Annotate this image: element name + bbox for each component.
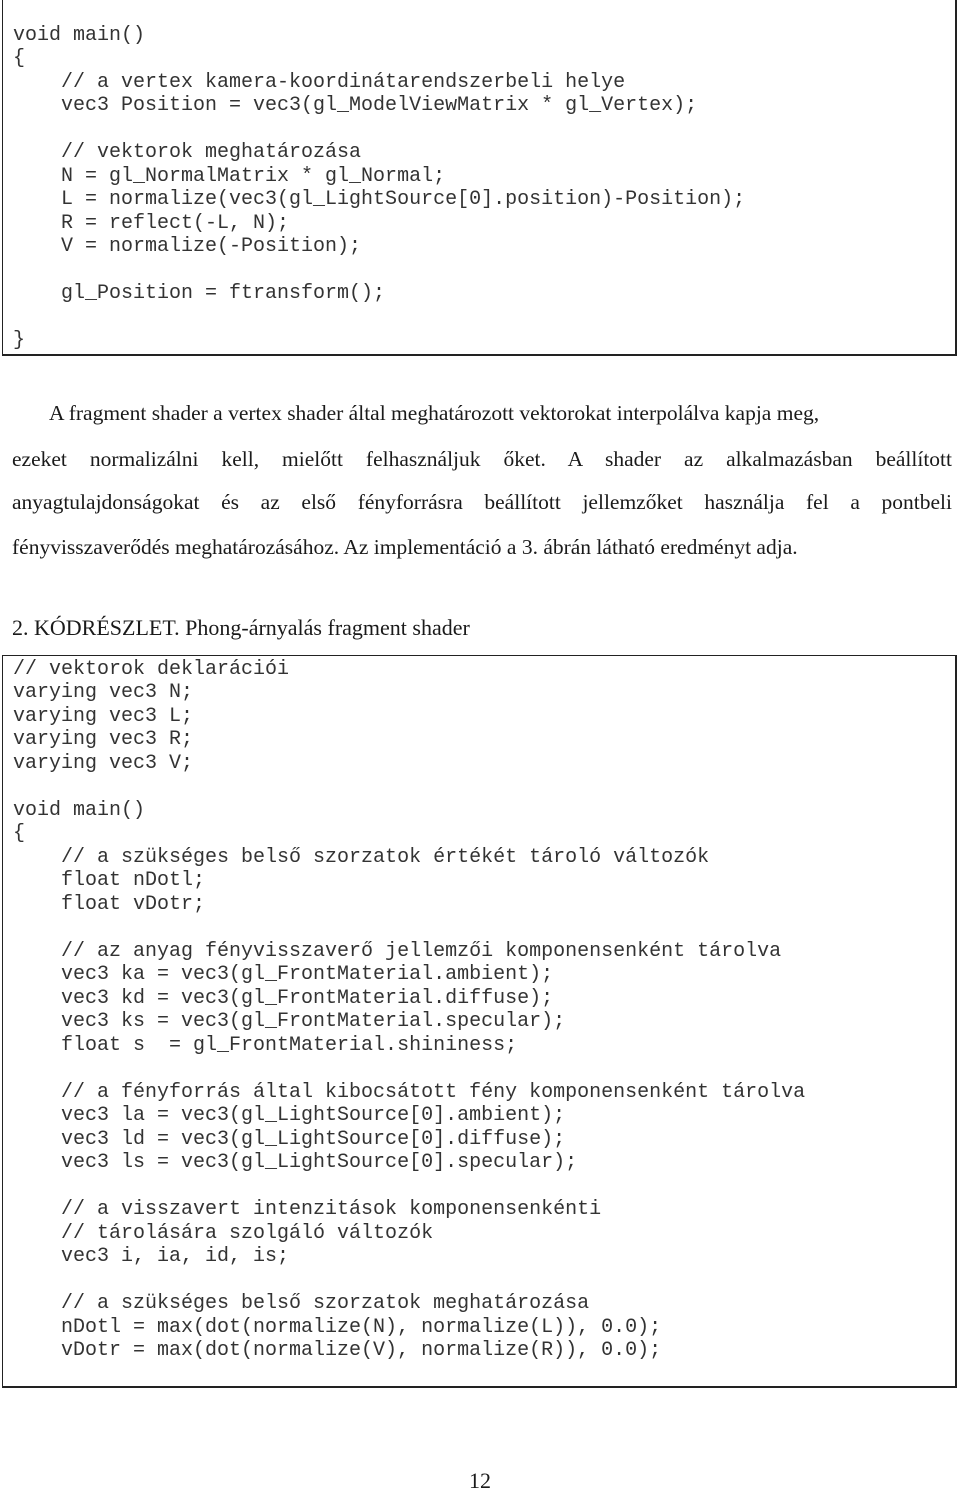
- code-line: // tárolására szolgáló változók: [13, 1222, 434, 1245]
- paragraph-line: A fragment shader a vertex shader által meghatározott vektorokat interpolálva kapja meg,: [49, 401, 820, 425]
- code-line: // vektorok meghatározása: [13, 141, 362, 164]
- paragraph-line: anyagtulajdonságokat és az első fényforrásra beállított jellemzőket használja fel a pontbeli: [12, 490, 952, 514]
- code-listing-vertex-shader: [2, 0, 957, 356]
- code-line: varying vec3 V;: [13, 752, 194, 775]
- code-line: // vektorok deklarációi: [13, 658, 290, 681]
- code-line: vec3 la = vec3(gl_LightSource[0].ambient);: [13, 1104, 566, 1127]
- code-line: }: [13, 329, 26, 352]
- code-line: float nDotl;: [13, 869, 206, 892]
- paragraph-line: fényvisszaverődés meghatározásához. Az implementáció a 3. ábrán látható eredményt adja.: [12, 535, 798, 559]
- code-line: void main(): [13, 799, 146, 822]
- code-line: // az anyag fényvisszaverő jellemzői komponensenként tárolva: [13, 940, 782, 963]
- code-line: vec3 ls = vec3(gl_LightSource[0].specular);: [13, 1151, 578, 1174]
- code-line: varying vec3 R;: [13, 728, 194, 751]
- code-line: // a szükséges belső szorzatok értékét tároló változók: [13, 846, 710, 869]
- code-line: varying vec3 L;: [13, 705, 194, 728]
- code-line: gl_Position = ftransform();: [13, 282, 386, 305]
- code-line: V = normalize(-Position);: [13, 235, 362, 258]
- code-line: // a szükséges belső szorzatok meghatározása: [13, 1292, 590, 1315]
- code-line: varying vec3 N;: [13, 681, 194, 704]
- page-number: 12: [469, 1468, 491, 1493]
- code-line: vec3 ks = vec3(gl_FrontMaterial.specular);: [13, 1010, 566, 1033]
- code-line: nDotl = max(dot(normalize(N), normalize(L)), 0.0);: [13, 1316, 662, 1339]
- code-line: R = reflect(-L, N);: [13, 212, 290, 235]
- code-line: vec3 ka = vec3(gl_FrontMaterial.ambient);: [13, 963, 554, 986]
- code-line: vDotr = max(dot(normalize(V), normalize(R)), 0.0);: [13, 1339, 662, 1362]
- code-line: // a fényforrás által kibocsátott fény komponensenként tárolva: [13, 1081, 806, 1104]
- code-line: vec3 Position = vec3(gl_ModelViewMatrix * gl_Vertex);: [13, 94, 698, 117]
- code-line: // a vertex kamera-koordinátarendszerbeli helye: [13, 71, 626, 94]
- code-listing-fragment-shader: [2, 655, 957, 1388]
- code-line: void main(): [13, 24, 146, 47]
- code-line: {: [13, 822, 26, 845]
- code-line: N = gl_NormalMatrix * gl_Normal;: [13, 165, 446, 188]
- code-line: L = normalize(vec3(gl_LightSource[0].position)-Position);: [13, 188, 746, 211]
- code-line: vec3 i, ia, id, is;: [13, 1245, 290, 1268]
- code-line: // a visszavert intenzitások komponensenkénti: [13, 1198, 602, 1221]
- code-line: {: [13, 47, 26, 70]
- code-listing-caption: 2. KÓDRÉSZLET. Phong-árnyalás fragment shader: [12, 615, 470, 640]
- code-line: vec3 ld = vec3(gl_LightSource[0].diffuse);: [13, 1128, 566, 1151]
- code-line: float vDotr;: [13, 893, 206, 916]
- code-line: float s = gl_FrontMaterial.shininess;: [13, 1034, 518, 1057]
- code-line: vec3 kd = vec3(gl_FrontMaterial.diffuse);: [13, 987, 554, 1010]
- paragraph-line: ezeket normalizálni kell, mielőtt felhasználjuk őket. A shader az alkalmazásban beállított: [12, 447, 952, 471]
